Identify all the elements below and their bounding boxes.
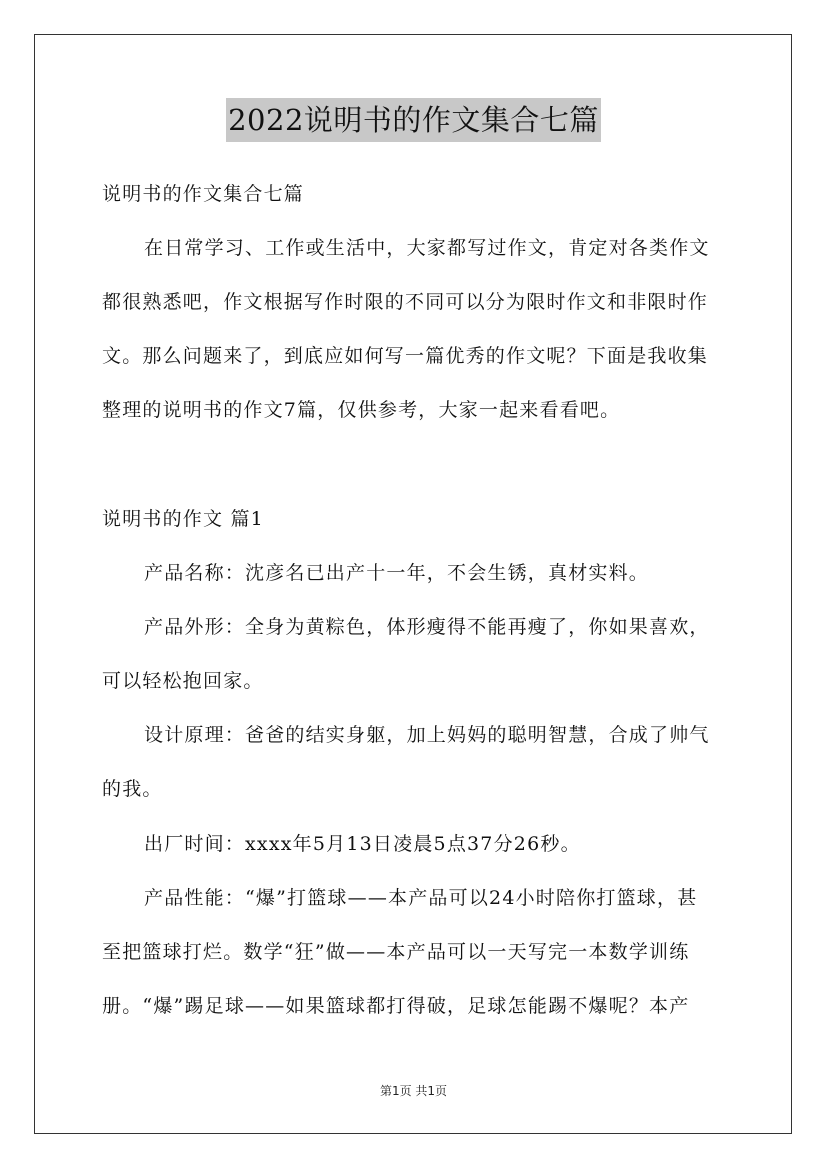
body-line: 册。“爆”踢足球——如果篮球都打得破，足球怎能踢不爆呢？本产 — [102, 995, 690, 1017]
intro-line: 文。那么问题来了，到底应如何写一篇优秀的作文呢？下面是我收集 — [102, 345, 709, 367]
page-footer: 第1页 共1页 — [379, 1084, 448, 1098]
body-line: 的我。 — [102, 778, 163, 800]
subtitle: 说明书的作文集合七篇 — [102, 183, 305, 205]
intro-line: 整理的说明书的作文7篇，仅供参考，大家一起来看看吧。 — [102, 399, 621, 421]
body-line: 产品名称：沈彦名已出产十一年，不会生锈，真材实料。 — [144, 562, 650, 584]
document-title: 2022说明书的作文集合七篇 — [226, 98, 601, 142]
body-line: 可以轻松抱回家。 — [102, 670, 264, 692]
body-line: 设计原理：爸爸的结实身躯，加上妈妈的聪明智慧，合成了帅气 — [144, 724, 710, 746]
intro-line: 都很熟悉吧，作文根据写作时限的不同可以分为限时作文和非限时作 — [102, 291, 709, 313]
intro-line: 在日常学习、工作或生活中，大家都写过作文，肯定对各类作文 — [144, 237, 710, 259]
body-line: 出厂时间：xxxx年5月13日凌晨5点37分26秒。 — [144, 833, 581, 855]
body-line: 产品性能：“爆”打篮球——本产品可以24小时陪你打篮球，甚 — [144, 887, 698, 909]
section-heading: 说明书的作文 篇1 — [102, 508, 264, 530]
body-line: 产品外形：全身为黄粽色，体形瘦得不能再瘦了，你如果喜欢， — [144, 616, 710, 638]
title-container — [0, 98, 827, 142]
body-line: 至把篮球打烂。数学“狂”做——本产品可以一天写完一本数学训练 — [102, 941, 690, 963]
